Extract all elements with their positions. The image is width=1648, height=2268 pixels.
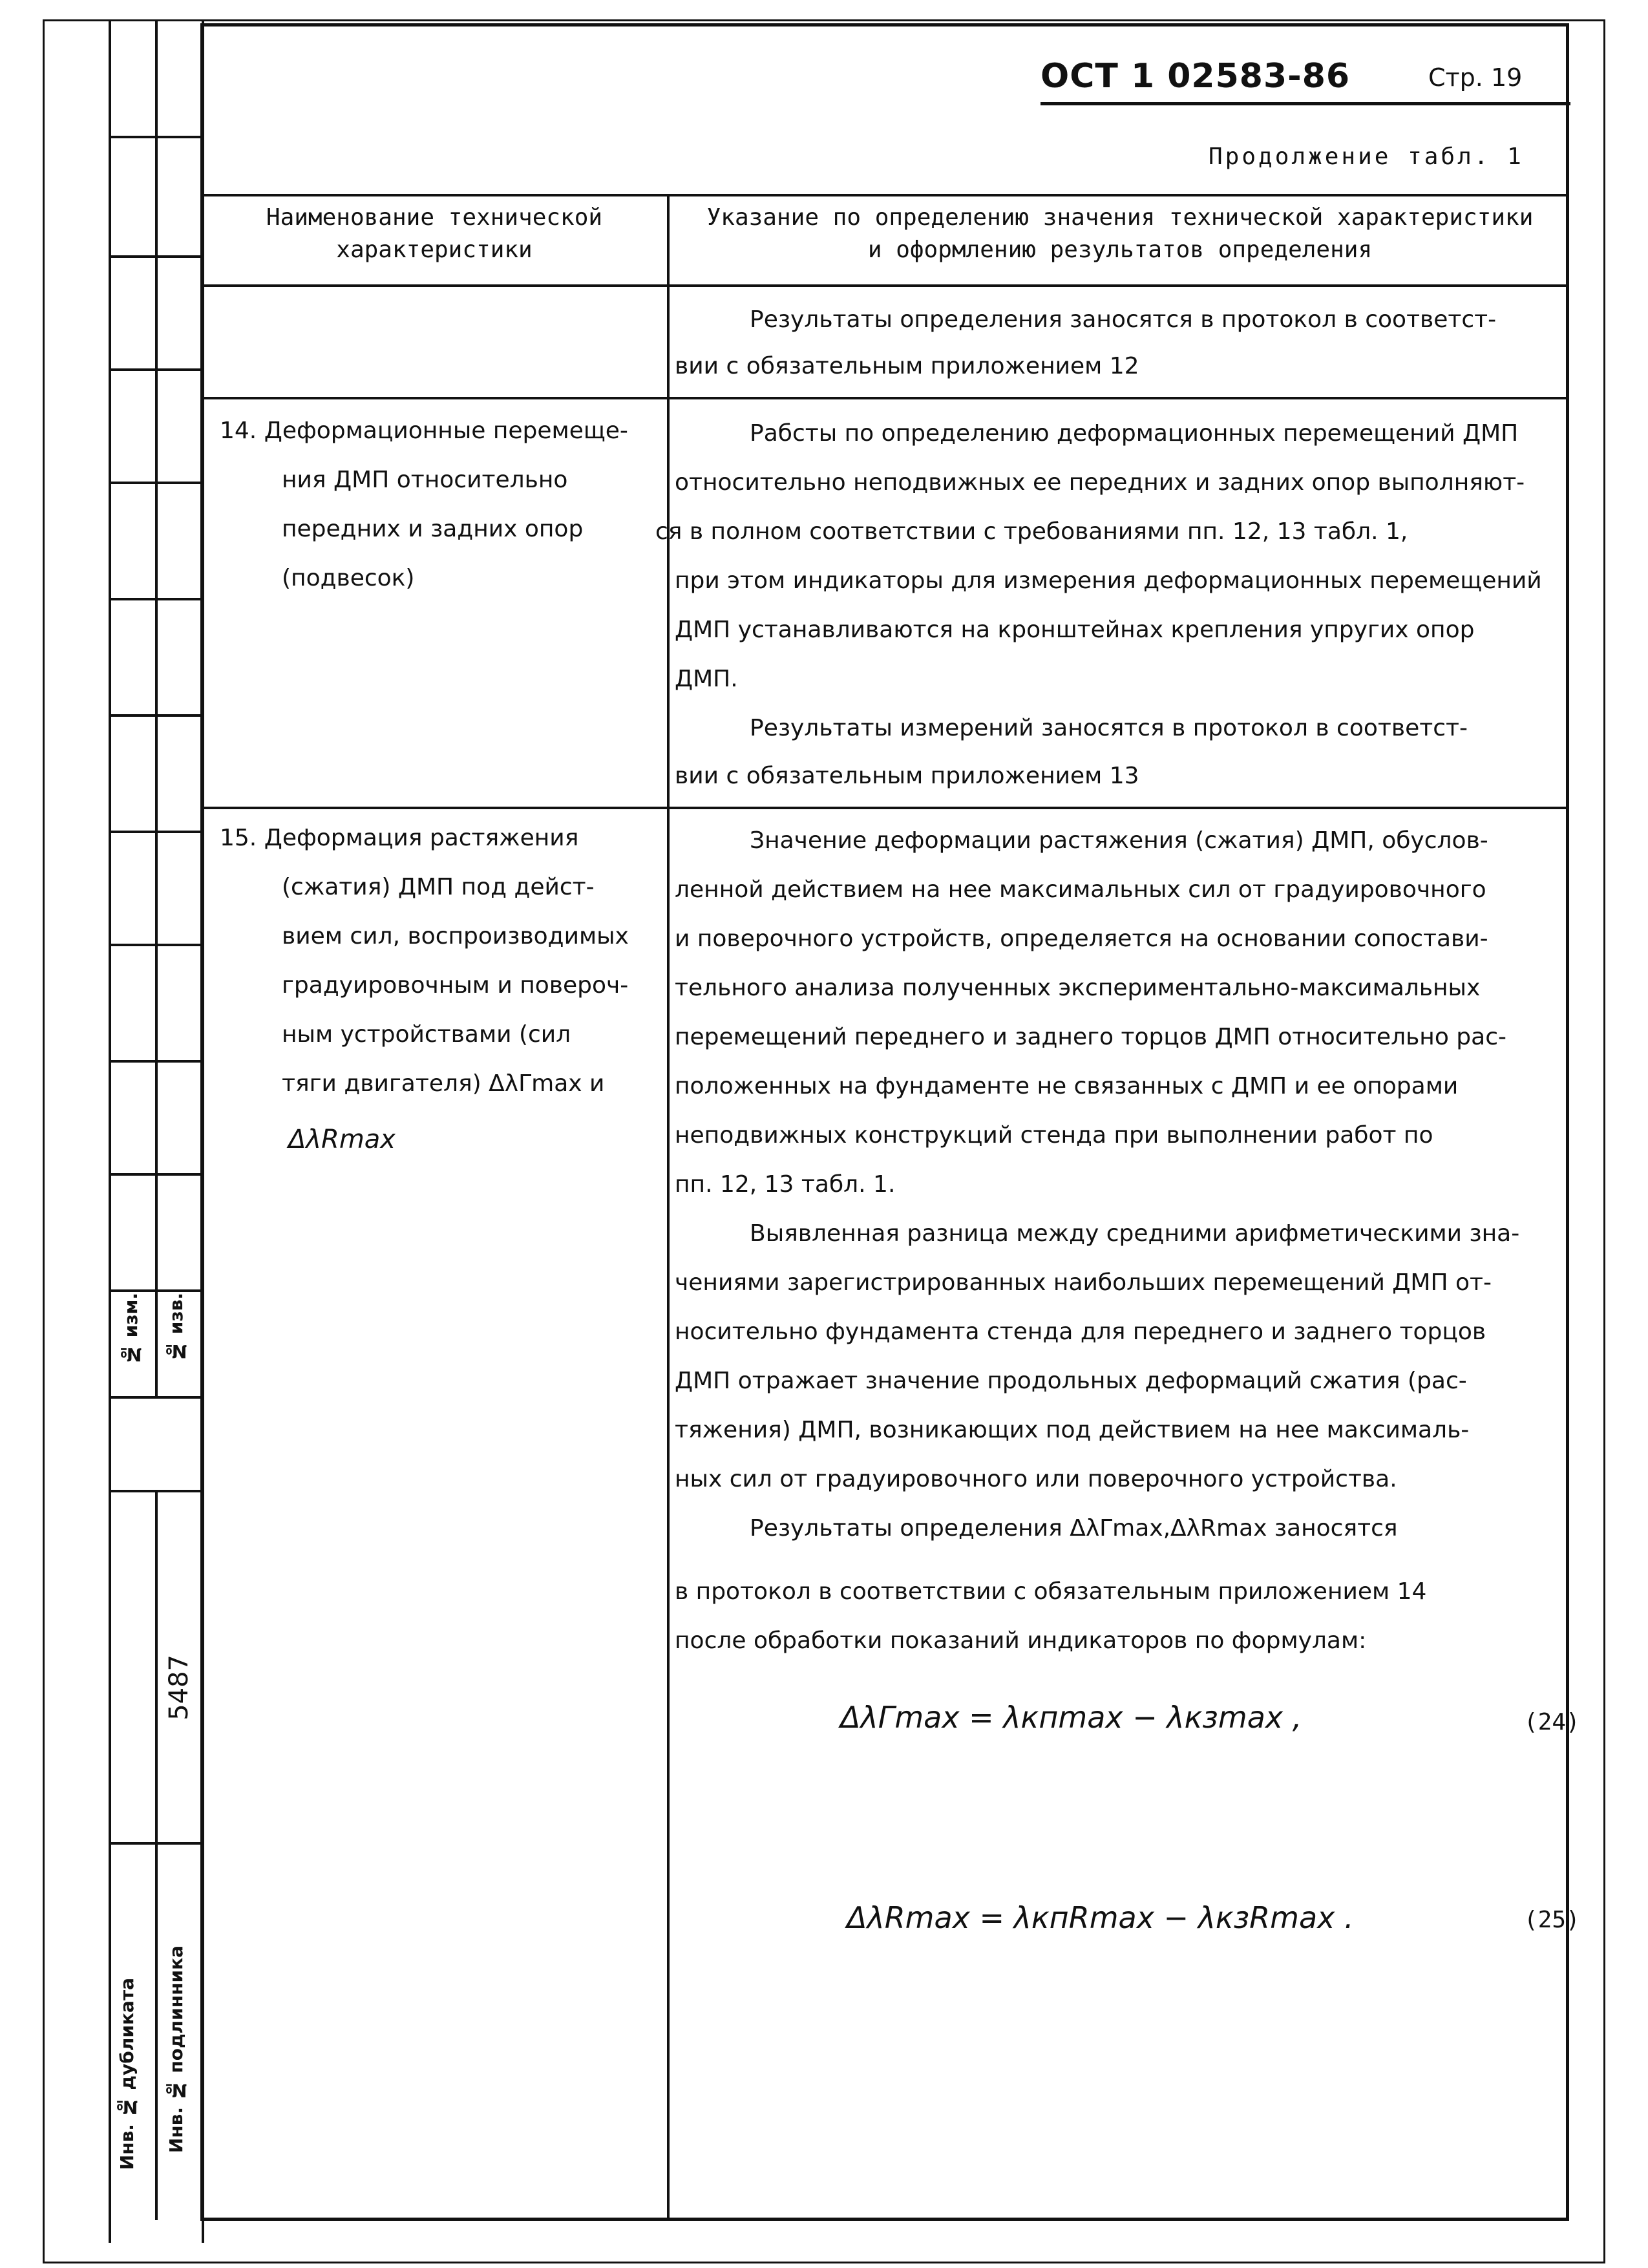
row15-text-line: положенных на фундаменте не связанных с ДМП и ее опорами: [675, 1073, 1459, 1099]
row15-text-line: и поверочного устройств, определяется на основании сопостави-: [675, 926, 1488, 952]
row15-text-line: Выявленная разница между средними арифметическими зна-: [750, 1220, 1520, 1247]
table-row-rule: [200, 397, 1569, 399]
side-strip-rule: [109, 136, 204, 138]
row14-text-line: относительно неподвижных ее передних и задних опор выполняют-: [675, 469, 1525, 496]
side-strip-rule: [109, 1396, 204, 1399]
table-column-divider: [667, 194, 670, 2221]
side-strip-rule: [109, 831, 204, 833]
formula-24: ΔλΓmax = λкпmax − λкзmax ,: [840, 1700, 1302, 1735]
row15-text-line: тельного анализа полученных экспериментально-максимальных: [675, 975, 1481, 1001]
side-label-inv-podl: Инв. № подлинника: [165, 1945, 187, 2154]
row15-text-line: пп. 12, 13 табл. 1.: [675, 1171, 896, 1198]
table-continuation-label: Продолжение табл. 1: [1209, 143, 1524, 170]
row15-text-line: неподвижных конструкций стенда при выполнении работ по: [675, 1122, 1433, 1149]
side-strip-rule: [109, 1060, 204, 1063]
side-strip-rule: [109, 598, 204, 600]
row15-text-line: перемещений переднего и заднего торцов ДМП относительно рас-: [675, 1024, 1506, 1050]
side-strip-rule: [109, 1289, 204, 1292]
row15-name-line: вием сил, воспроизводимых: [282, 923, 629, 949]
side-strip-divider: [155, 19, 158, 1396]
document-code: ОСТ 1 02583-86: [1041, 57, 1351, 96]
side-strip-rule: [109, 255, 204, 258]
row0-text-line: Результаты определения заносятся в протокол в соответст-: [750, 306, 1497, 333]
row15-text-line: в протокол в соответствии с обязательным приложением 14: [675, 1578, 1427, 1605]
row14-name-line: 14. Деформационные перемеще-: [220, 418, 628, 444]
side-strip-rule: [109, 714, 204, 717]
row15-name-line: ным устройствами (сил: [282, 1021, 571, 1048]
column-header-name: Наименование технической характеристики: [266, 204, 603, 263]
row15-text-line: после обработки показаний индикаторов по формулам:: [675, 1627, 1367, 1654]
table-row-rule: [200, 807, 1569, 809]
row14-name-line: ния ДМП относительно: [282, 467, 568, 493]
formula-24-number: (24): [1524, 1709, 1580, 1735]
row15-name-line: 15. Деформация растяжения: [220, 825, 579, 851]
row15-text-line: носительно фундамента стенда для переднего и заднего торцов: [675, 1319, 1486, 1345]
side-label-izv: № изв.: [165, 1293, 187, 1362]
side-label-izm: № изм.: [120, 1293, 142, 1366]
row15-name-line: тяги двигателя) ΔλΓmax и: [282, 1070, 605, 1097]
row14-text-line: при этом индикаторы для измерения деформационных перемещений: [675, 567, 1542, 594]
row14-text-line: вии с обязательным приложением 13: [675, 763, 1139, 789]
row15-text-line: ных сил от градуировочного или поверочного устройства.: [675, 1466, 1397, 1492]
column-header-instructions: Указание по определению значения технической характеристики и оформлению результатов определения: [706, 204, 1534, 263]
side-strip-rule: [109, 482, 204, 484]
table-top-rule: [200, 194, 1569, 196]
row15-name-line: ΔλRmax: [288, 1125, 396, 1154]
table-header-rule: [200, 284, 1569, 287]
row0-text-line: вии с обязательным приложением 12: [675, 353, 1139, 379]
side-strip-rule: [109, 368, 204, 371]
row14-text-line: ДМП.: [675, 666, 738, 692]
row14-text-line: Рабсты по определению деформационных перемещений ДМП: [750, 420, 1519, 447]
side-label-inv-dubl: Инв. № дубликата: [116, 1978, 138, 2170]
row14-text-line: ДМП устанавливаются на кронштейнах крепления упругих опор: [675, 617, 1475, 643]
document-code-underline: [1041, 102, 1570, 105]
inventory-number: 5487: [164, 1655, 194, 1721]
row15-text-line: чениями зарегистрированных наибольших перемещений ДМП от-: [675, 1269, 1492, 1296]
formula-25-number: (25): [1524, 1907, 1580, 1933]
row15-text-line: Результаты определения ΔλΓmax,ΔλRmax заносятся: [750, 1515, 1398, 1542]
row15-text-line: Значение деформации растяжения (сжатия) ДМП, обуслов-: [750, 827, 1488, 854]
row14-text-line: Результаты измерений заносятся в протокол в соответст-: [750, 715, 1468, 741]
row15-text-line: тяжения) ДМП, возникающих под действием на нее максималь-: [675, 1417, 1470, 1443]
side-strip-divider: [155, 1490, 158, 2220]
row14-text-line: ся в полном соответствии с требованиями пп. 12, 13 табл. 1,: [655, 518, 1408, 545]
row14-name-line: передних и задних опор: [282, 516, 584, 542]
row15-name-line: градуировочным и повероч-: [282, 972, 629, 999]
row15-text-line: ДМП отражает значение продольных деформаций сжатия (рас-: [675, 1368, 1467, 1394]
side-strip-rule: [109, 1173, 204, 1176]
row15-name-line: (сжатия) ДМП под дейст-: [282, 874, 595, 900]
page-number: Стр. 19: [1428, 63, 1523, 92]
side-strip-rule: [109, 944, 204, 946]
row15-text-line: ленной действием на нее максимальных сил от градуировочного: [675, 876, 1486, 903]
row14-name-line: (подвесок): [282, 565, 415, 591]
formula-25: ΔλRmax = λкпRmax − λкзRmax .: [847, 1900, 1354, 1935]
